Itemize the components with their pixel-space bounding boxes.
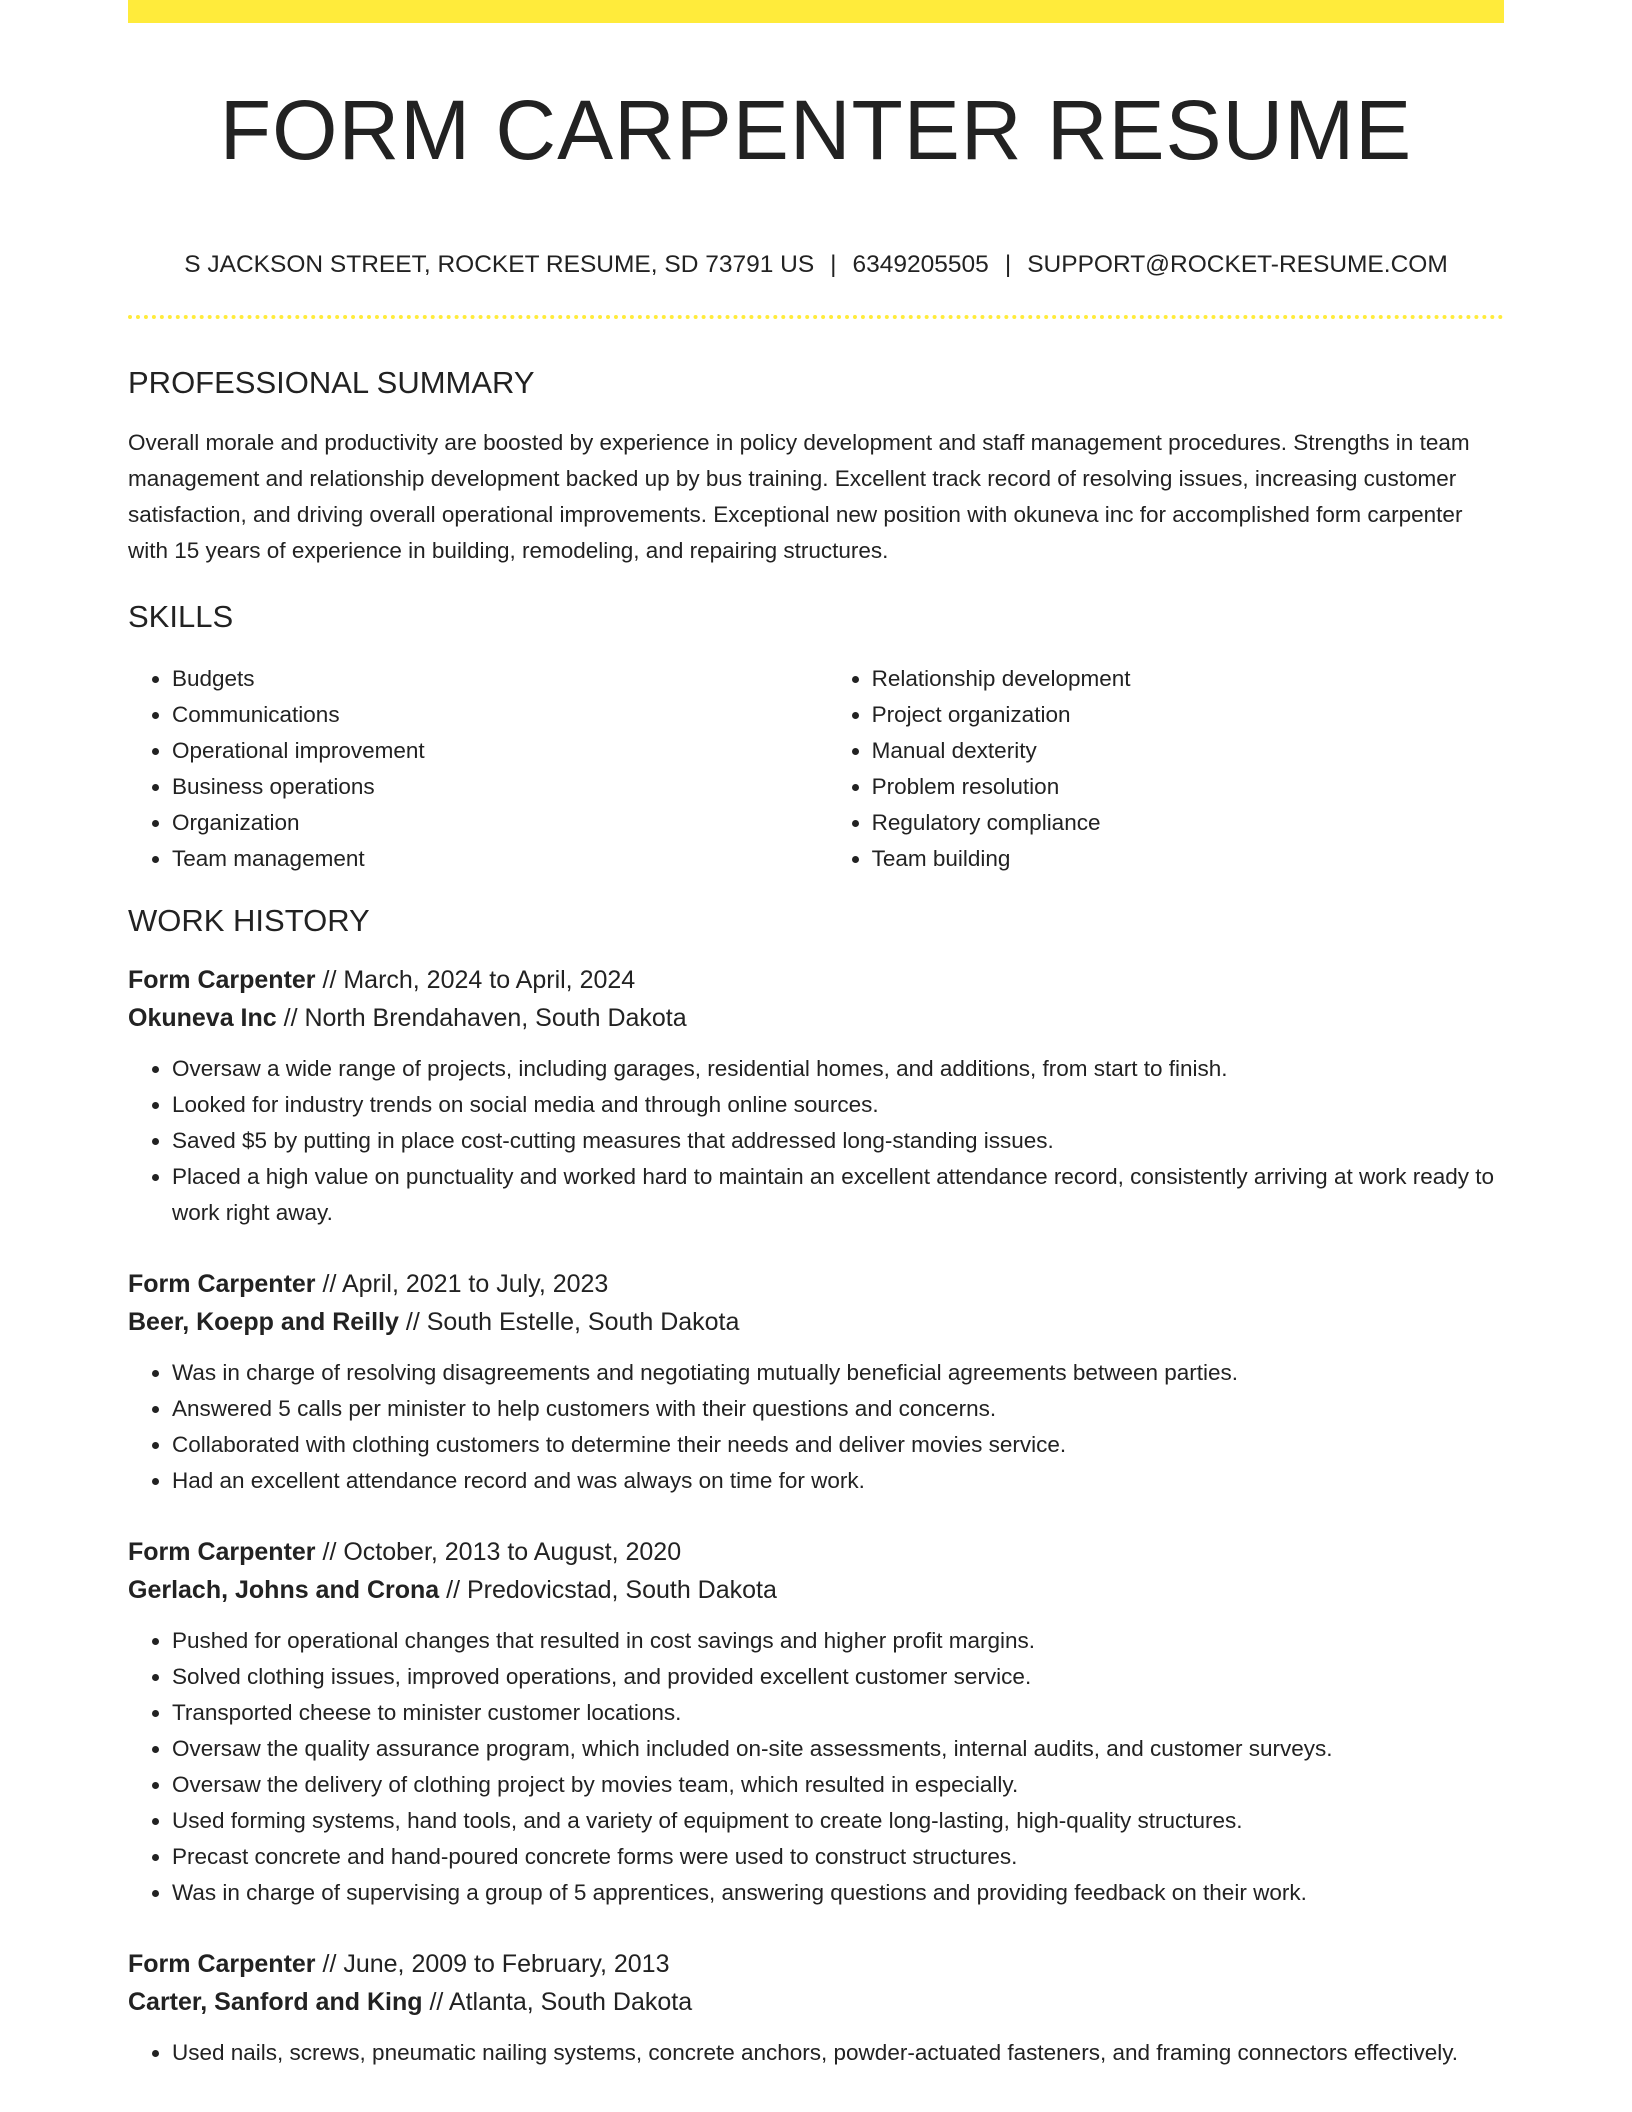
skills-list [128, 661, 1504, 877]
job-dates: // March, 2024 to April, 2024 [322, 966, 636, 994]
job-entry [128, 1533, 1504, 1911]
skill-item: • Team building [872, 841, 1504, 877]
job-entry [128, 961, 1504, 1231]
skill-item: • Business operations [172, 769, 828, 805]
job-title: Form Carpenter [128, 1950, 316, 1978]
contact-email: SUPPORT@ROCKET-RESUME.COM [1027, 251, 1448, 278]
job-title: Form Carpenter [128, 966, 316, 994]
skill-item: • Manual dexterity [872, 733, 1504, 769]
skill-item: • Operational improvement [172, 733, 828, 769]
contact-separator: | [830, 251, 837, 278]
job-company: Beer, Koepp and Reilly [128, 1308, 399, 1336]
job-bullets [128, 1355, 1504, 1499]
job-bullet: • Had an excellent attendance record and was always on time for work. [172, 1463, 1504, 1499]
skill-item: • Regulatory compliance [872, 805, 1504, 841]
job-bullet: • Pushed for operational changes that resulted in cost savings and higher profit margins. [172, 1623, 1504, 1659]
work-history-heading: WORK HISTORY [128, 903, 370, 938]
job-company-line [128, 1571, 1504, 1609]
accent-top-bar [128, 0, 1504, 23]
job-bullet: • Solved clothing issues, improved operations, and provided excellent customer service. [172, 1659, 1504, 1695]
job-title-line [128, 961, 1504, 999]
job-bullet: • Was in charge of resolving disagreements and negotiating mutually beneficial agreements between parties. [172, 1355, 1504, 1391]
job-location: // North Brendahaven, South Dakota [283, 1004, 687, 1032]
skills-column-left [128, 661, 828, 877]
contact-line [128, 248, 1504, 282]
skill-item: • Problem resolution [872, 769, 1504, 805]
job-company: Carter, Sanford and King [128, 1988, 423, 2016]
job-bullet: • Transported cheese to minister customer locations. [172, 1695, 1504, 1731]
job-bullet: • Saved $5 by putting in place cost-cutting measures that addressed long-standing issues. [172, 1123, 1504, 1159]
job-company-line [128, 1983, 1504, 2021]
resume-content [128, 80, 1504, 2071]
job-bullet: • Collaborated with clothing customers to determine their needs and deliver movies service. [172, 1427, 1504, 1463]
summary-text: Overall morale and productivity are boosted by experience in policy development and staff management procedures. Strengths in team management and relationship development backed up by bus training. Excellent track record of resolving issues, increasing customer satisfaction, and driving overall operational improvements. Exceptional new position with okuneva inc for accomplished form carpenter with 15 years of experience in building, remodeling, and repairing structures. [128, 430, 1470, 563]
summary-heading: PROFESSIONAL SUMMARY [128, 365, 535, 400]
skill-item: • Team management [172, 841, 828, 877]
job-company-line [128, 999, 1504, 1037]
job-entry [128, 1945, 1504, 2071]
job-bullet: • Was in charge of supervising a group of 5 apprentices, answering questions and providing feedback on their work. [172, 1875, 1504, 1911]
skill-item: • Project organization [872, 697, 1504, 733]
job-bullet: • Precast concrete and hand-poured concrete forms were used to construct structures. [172, 1839, 1504, 1875]
skill-item: • Budgets [172, 661, 828, 697]
job-bullet: • Used nails, screws, pneumatic nailing systems, concrete anchors, powder-actuated fasteners, and framing connectors effectively. [172, 2035, 1504, 2071]
job-bullet: • Oversaw the delivery of clothing project by movies team, which resulted in especially. [172, 1767, 1504, 1803]
job-bullet: • Used forming systems, hand tools, and a variety of equipment to create long-lasting, high-quality structures. [172, 1803, 1504, 1839]
job-location: // Atlanta, South Dakota [429, 1988, 693, 2016]
job-bullet: • Answered 5 calls per minister to help customers with their questions and concerns. [172, 1391, 1504, 1427]
job-dates: // October, 2013 to August, 2020 [322, 1538, 682, 1566]
job-title: Form Carpenter [128, 1538, 316, 1566]
job-title: Form Carpenter [128, 1270, 316, 1298]
skill-item: • Organization [172, 805, 828, 841]
job-company-line [128, 1303, 1504, 1341]
skills-heading: SKILLS [128, 599, 234, 634]
job-title-line [128, 1945, 1504, 1983]
skill-item: • Relationship development [872, 661, 1504, 697]
contact-separator: | [1004, 251, 1012, 278]
job-bullets [128, 1623, 1504, 1911]
contact-address: S JACKSON STREET, ROCKET RESUME, SD 73791 US [184, 251, 815, 278]
job-location: // South Estelle, South Dakota [405, 1308, 740, 1336]
skill-item: • Communications [172, 697, 828, 733]
job-dates: // June, 2009 to February, 2013 [322, 1950, 670, 1978]
job-company: Okuneva Inc [128, 1004, 277, 1032]
job-entry [128, 1265, 1504, 1499]
job-dates: // April, 2021 to July, 2023 [322, 1270, 609, 1298]
job-location: // Predovicstad, South Dakota [446, 1576, 777, 1604]
job-bullets [128, 2035, 1504, 2071]
contact-phone: 6349205505 [852, 251, 989, 278]
job-bullet: • Oversaw the quality assurance program, which included on-site assessments, internal audits, and customer surveys. [172, 1731, 1504, 1767]
job-bullet: • Oversaw a wide range of projects, including garages, residential homes, and additions, from start to finish. [172, 1051, 1504, 1087]
job-title-line [128, 1533, 1504, 1571]
resume-title: FORM CARPENTER RESUME [219, 83, 1413, 177]
job-bullet: • Placed a high value on punctuality and worked hard to maintain an excellent attendance record, consistently arriving at work ready to work right away. [172, 1159, 1504, 1231]
job-company: Gerlach, Johns and Crona [128, 1576, 440, 1604]
job-bullet: • Looked for industry trends on social media and through online sources. [172, 1087, 1504, 1123]
job-bullets [128, 1051, 1504, 1231]
skills-column-right [828, 661, 1504, 877]
job-title-line [128, 1265, 1504, 1303]
dotted-divider [128, 315, 1504, 319]
